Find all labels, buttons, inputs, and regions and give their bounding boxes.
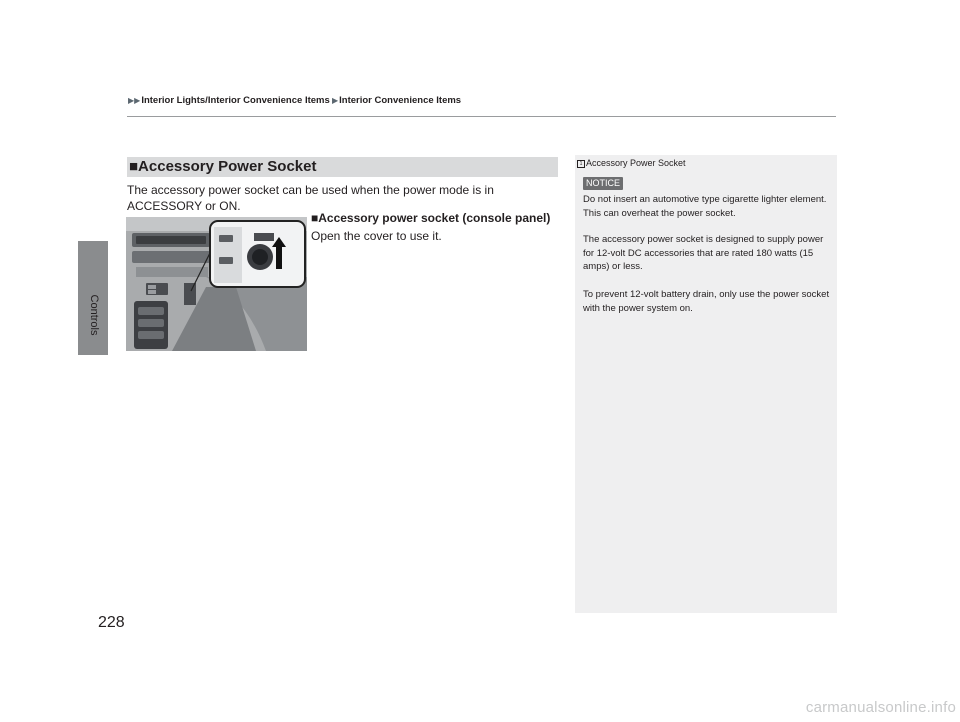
note-paragraph: To prevent 12-volt battery drain, only use the power socket with the power system on.	[583, 289, 830, 314]
power-socket-photo	[126, 217, 307, 351]
sub-body-text: Open the cover to use it.	[311, 229, 442, 243]
sidebar-label: Controls	[88, 294, 100, 336]
notes-panel	[575, 155, 837, 613]
note-paragraph: The accessory power socket is designed to supply power for 12-volt DC accessories that are rated 180 watts (15 amps) or less.	[583, 234, 824, 272]
header-rule	[127, 116, 836, 117]
note-paragraph: Do not insert an automotive type cigarette lighter element. This can overheat the power socket.	[583, 194, 827, 219]
breadcrumb-item[interactable]: Interior Lights/Interior Convenience Items	[141, 95, 330, 106]
arrow-icon: ▶	[329, 96, 339, 105]
sub-heading: ■Accessory power socket (console panel)	[311, 211, 551, 225]
breadcrumb	[128, 95, 461, 106]
section-title: ■Accessory Power Socket	[129, 158, 317, 175]
breadcrumb-item[interactable]: Interior Convenience Items	[339, 95, 462, 106]
intro-text: The accessory power socket can be used when the power mode is in ACCESSORY or ON.	[127, 183, 494, 213]
page-number: 228	[98, 614, 125, 631]
watermark: carmanualsonline.info	[805, 699, 956, 716]
note-ref-icon: 1	[577, 160, 585, 168]
notes-title: 1 Accessory Power Socket	[577, 158, 686, 168]
arrow-icon: ▶▶	[128, 96, 141, 105]
notice-badge: NOTICE	[583, 177, 623, 190]
